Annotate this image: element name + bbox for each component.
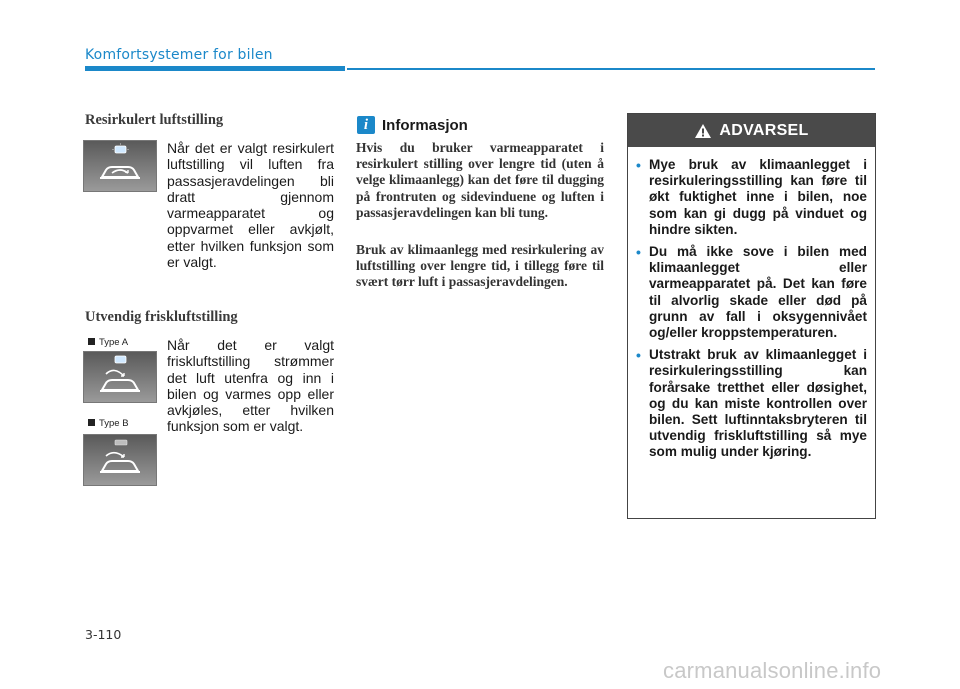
fresh-air-button-image-type-b bbox=[83, 434, 157, 486]
type-b-label bbox=[88, 418, 129, 429]
warning-item bbox=[636, 157, 867, 238]
info-paragraph-2: Bruk av klimaanlegg med resirkulering av luftstilling over lengre tid, i tillegg føre til svært tørr luft i passasjeravdelingen. bbox=[356, 242, 604, 290]
recirculated-heading: Resirkulert luftstilling bbox=[85, 112, 224, 128]
bullet-icon: • bbox=[636, 244, 641, 261]
header-rule-thick bbox=[85, 66, 345, 71]
warning-header bbox=[628, 114, 875, 147]
warning-item-text: Mye bruk av klimaanlegget i resirkuleringsstilling kan føre til økt fuktighet inne i bilen, noe som kan gi dugg på vinduet og hindre sikten. bbox=[649, 157, 867, 237]
square-bullet-icon bbox=[88, 338, 95, 345]
fresh-air-heading: Utvendig friskluftstilling bbox=[85, 309, 238, 325]
warning-item-text: Utstrakt bruk av klimaanlegget i resirkuleringsstilling kan forårsake tretthet eller døsighet, og du kan miste kontrollen over bilen. Sett luftinntaksbryteren til utvendig friskluftstilling så mye som mulig under kjøring. bbox=[649, 347, 867, 460]
header-rule-thin bbox=[347, 68, 875, 70]
info-paragraph-1: Hvis du bruker varmeapparatet i resirkulert stilling over lengre tid (uten å velge klimaanlegg) kan det føre til dugging på frontruten og sidevinduene og luften i passasjeravdelingen kan bli tung. bbox=[356, 140, 604, 220]
warning-triangle-icon bbox=[694, 123, 712, 139]
bullet-icon: • bbox=[636, 347, 641, 364]
fresh-air-car-icon bbox=[84, 352, 156, 402]
section-title: Komfortsystemer for bilen bbox=[85, 47, 273, 63]
recirculation-car-icon bbox=[84, 141, 156, 191]
warning-box bbox=[627, 113, 876, 519]
square-bullet-icon bbox=[88, 419, 95, 426]
watermark-text: carmanualsonline.info bbox=[663, 658, 882, 683]
fresh-air-button-image-type-a bbox=[83, 351, 157, 403]
warning-title: ADVARSEL bbox=[719, 121, 809, 139]
recirculation-button-image bbox=[83, 140, 157, 192]
page-number: 3-110 bbox=[85, 627, 122, 642]
bullet-icon: • bbox=[636, 157, 641, 173]
fresh-air-description: Når det er valgt friskluftstilling strømmer det luft utenfra og inn i bilen og varmes opp eller avkjøles, etter hvilken funksjon som er valgt. bbox=[167, 337, 334, 435]
info-title: Informasjon bbox=[382, 117, 468, 134]
warning-list bbox=[628, 147, 875, 461]
fresh-air-car-icon bbox=[84, 435, 156, 485]
type-a-text: Type A bbox=[99, 337, 129, 348]
warning-item-text: Du må ikke sove i bilen med klimaanlegget eller varmeapparatet på. Det kan føre til alvorlig skade eller død på grunn av fall i oksygennivået og/eller kroppstemperaturen. bbox=[649, 244, 867, 341]
info-icon: i bbox=[357, 116, 375, 134]
recirculated-description: Når det er valgt resirkulert luftstilling vil luften fra passasjeravdelingen bli dratt gjennom varmeapparatet og oppvarmet eller avkjølt, etter hvilken funksjon som er valgt. bbox=[167, 140, 334, 271]
warning-item bbox=[636, 347, 867, 460]
warning-item bbox=[636, 244, 867, 341]
type-a-label bbox=[88, 337, 128, 348]
type-b-text: Type B bbox=[99, 418, 129, 429]
